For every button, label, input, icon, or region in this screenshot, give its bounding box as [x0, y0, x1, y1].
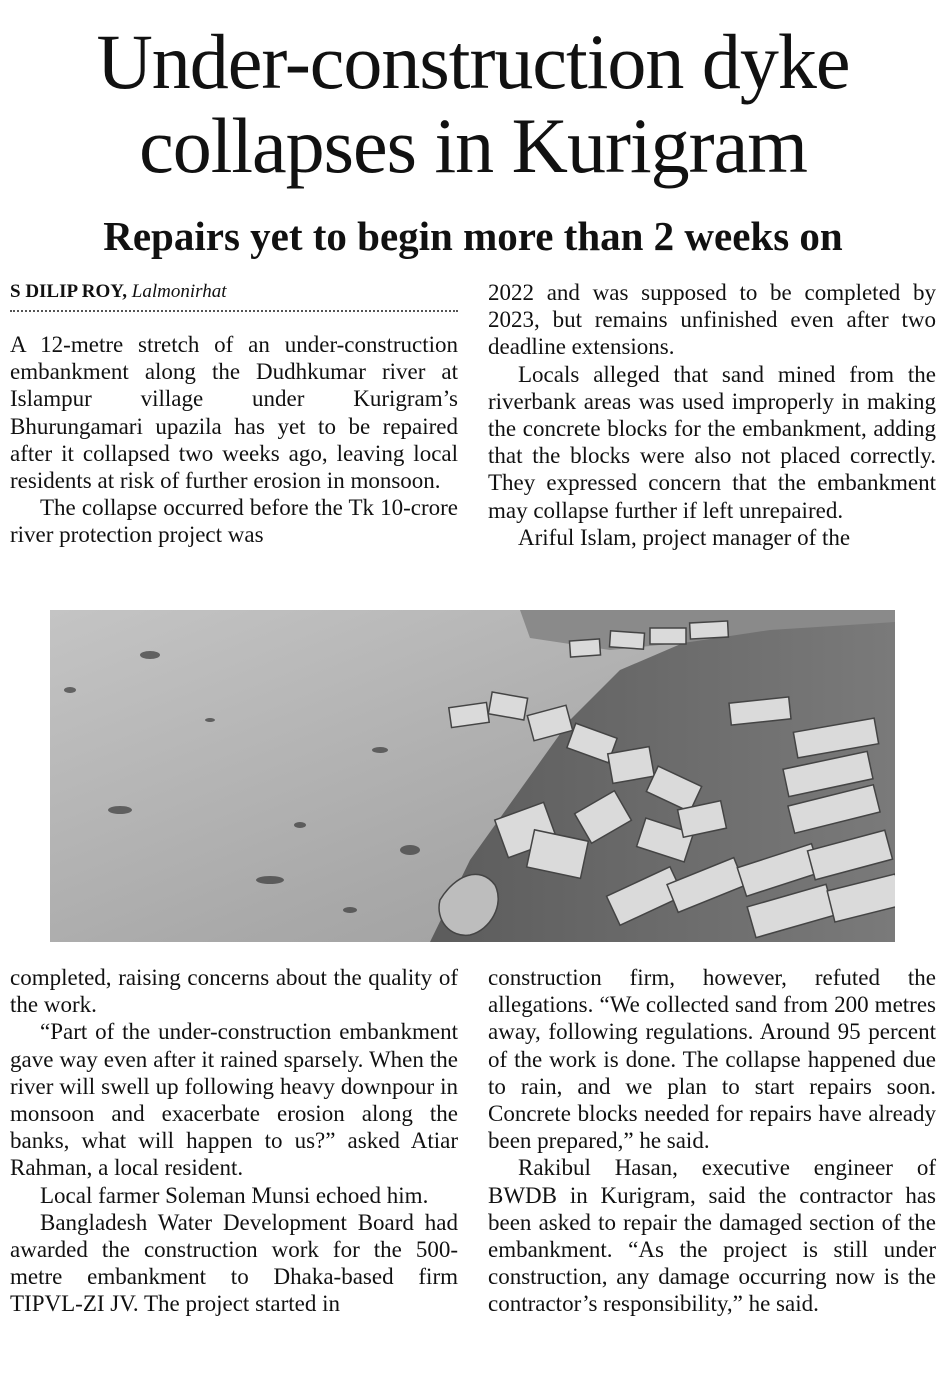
headline-line-1: Under-construction dyke [96, 18, 850, 105]
byline [10, 280, 458, 312]
paragraph: Local farmer Soleman Munsi echoed him. [40, 1182, 429, 1208]
article-column-3 [10, 964, 458, 1318]
headline-line-2: collapses in Kurigram [139, 102, 807, 189]
article-column-1 [10, 331, 458, 549]
paragraph: Rakibul Hasan, executive engineer of BWDB in Kurigram, said the contractor has been asked to repair the damaged section of the embankment. “As the project is still under construction, any damage occurring now is the contractor’s responsibility,” he said. [488, 1155, 936, 1317]
paragraph: Ariful Islam, project manager of the [518, 524, 851, 550]
byline-author: S DILIP ROY, [10, 281, 128, 302]
paragraph: Locals alleged that sand mined from the riverbank areas was used improperly in making the concrete blocks for the embankment, adding that the blocks were also not placed correctly. They expressed concern that the embankment may collapse further if left unrepaired. [488, 361, 936, 523]
paragraph: The collapse occurred before the Tk 10-crore river protection project was [10, 495, 458, 548]
paragraph: 2022 and was supposed to be completed by 2023, but remains unfinished even after two deadline extensions. [488, 280, 936, 360]
paragraph: A 12-metre stretch of an under-construction embankment along the Dudhkumar river at Islampur village under Kurigram’s Bhurungamari upazila has yet to be repaired after it collapsed two weeks ago, leaving local residents at risk of further erosion in monsoon. [10, 332, 458, 494]
paragraph: Bangladesh Water Development Board had awarded the construction work for the 500-metre embankment to Dhaka-based firm TIPVL-ZI JV. The project started in [10, 1209, 458, 1317]
subheadline: Repairs yet to begin more than 2 weeks on [103, 213, 843, 259]
article-column-2 [488, 279, 936, 551]
byline-location: Lalmonirhat [131, 281, 227, 302]
paragraph: construction firm, however, refuted the allegations. “We collected sand from 200 metres away, following regulations. Around 95 percent of the work is done. The collapse happened due to rain, and we plan to start repairs soon. Concrete blocks needed for repairs have already been prepared,” he said. [488, 965, 936, 1154]
photo-illustration [50, 610, 895, 942]
collapsed-embankment-photo [50, 610, 895, 942]
headline [0, 20, 946, 188]
paragraph: “Part of the under-construction embankment gave way even after it rained sparsely. When the river will swell up following heavy downpour in monsoon and exacerbate erosion along the banks, what will happen to us?” asked Atiar Rahman, a local resident. [10, 1019, 458, 1181]
paragraph: completed, raising concerns about the quality of the work. [10, 965, 458, 1018]
article-column-4 [488, 964, 936, 1318]
